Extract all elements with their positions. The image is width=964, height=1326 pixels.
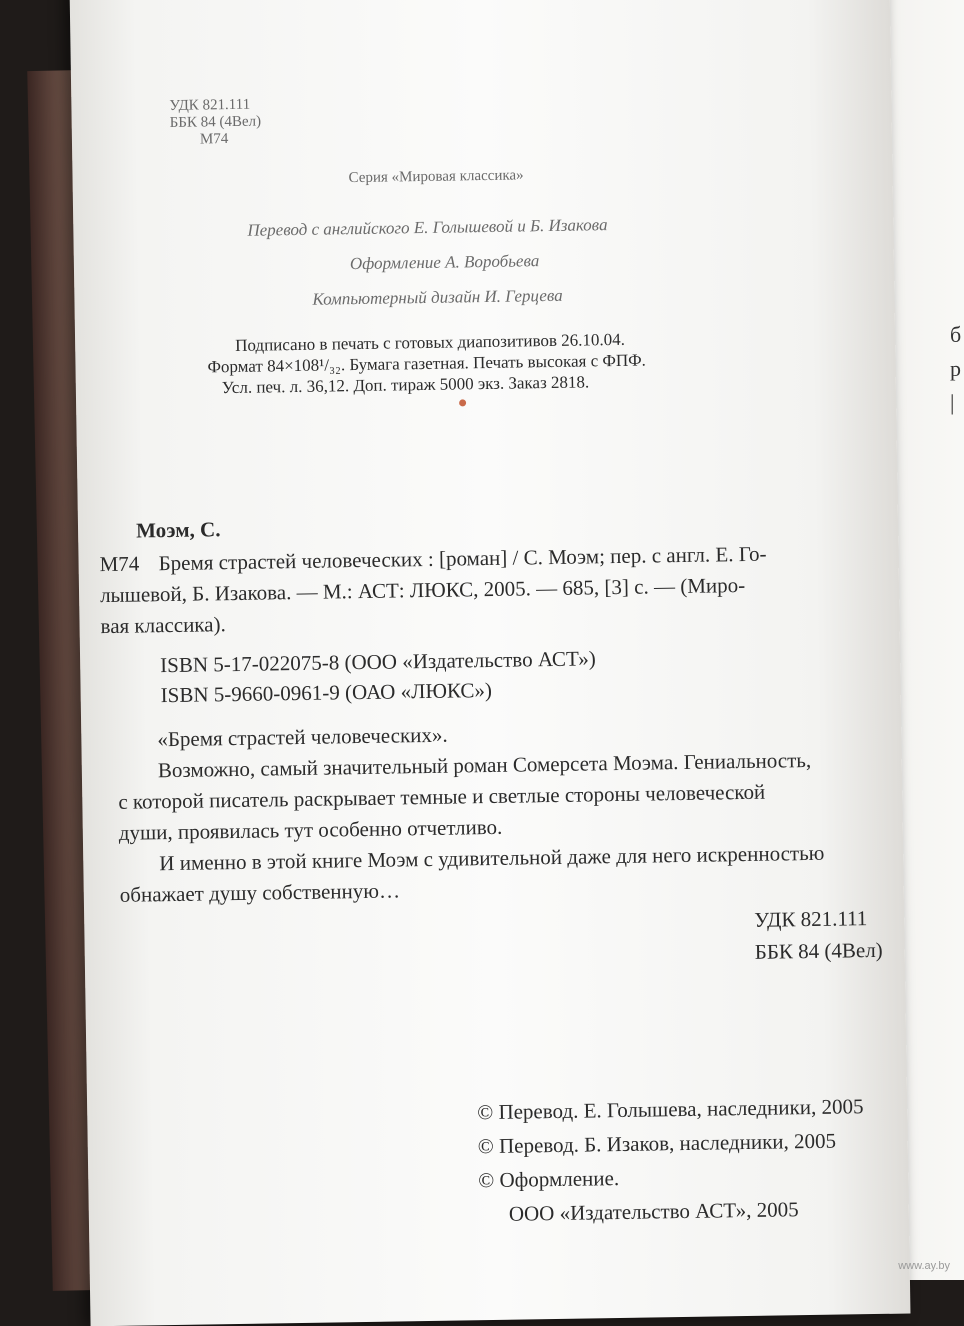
print-info-line: Подписано в печать с готовых диапозитивов 26.10.04. [235,329,626,355]
udk-code: УДК 821.111 [754,906,868,932]
annotation-title: «Бремя страстей человеческих». [157,722,448,752]
imprint-udk: УДК 821.111 [169,96,251,114]
catalog-line: вая классика). [100,612,226,639]
imprint-top-block [169,97,261,149]
catalog-line: Бремя страстей человеческих : [роман] / С. Моэм; пер. с англ. Е. Го- [158,541,767,576]
translation-credit: Перевод с английского Е. Голышевой и Б. Изакова [247,215,608,240]
ink-spot [459,399,466,406]
annotation-line: с которой писатель раскрывает темные и светлые стороны человеческой [118,779,766,814]
bbk-code: ББК 84 (4Вел) [754,937,883,964]
copyright-line: © Оформление. [478,1166,620,1193]
facing-page: б р | [800,0,964,1280]
imprint-bbk: ББК 84 (4Вел) [169,113,262,131]
copyright-line: ООО «Издательство АСТ», 2005 [508,1197,799,1226]
catalog-author: Моэм, С. [135,517,221,543]
annotation-line: обнажает душу собственную… [119,878,401,907]
site-watermark: www.ay.by [898,1260,950,1272]
annotation-line: Возможно, самый значительный роман Сомерсета Моэма. Гениальность, [157,747,812,783]
print-info-line: Усл. печ. л. 36,12. Доп. тираж 5000 экз. Заказ 2818. [221,372,590,398]
imprint-page [70,0,911,1326]
copyright-line: © Перевод. Е. Голышева, наследники, 2005 [477,1094,864,1125]
catalog-line: лышевой, Б. Изакова. — М.: АСТ: ЛЮКС, 2005. — 685, [3] с. — (Миро- [99,572,746,608]
catalog-code: М74 [99,551,140,577]
design-credit: Оформление А. Воробьева [349,251,540,274]
annotation-line: И именно в этой книге Моэм с удивительной даже для него искренностью [159,840,825,876]
copyright-line: © Перевод. Б. Изаков, наследники, 2005 [477,1128,837,1159]
print-info-line: Формат 84×108¹/₃₂. Бумага газетная. Печать высокая с ФПФ. [207,350,647,377]
imprint-code: М74 [199,131,229,148]
isbn-ast: ISBN 5-17-022075-8 (ООО «Издательство АСТ») [160,646,596,678]
print-info-block [207,329,647,398]
isbn-lux: ISBN 5-9660-0961-9 (ОАО «ЛЮКС») [160,677,493,708]
computer-design-credit: Компьютерный дизайн И. Герцева [312,285,563,309]
annotation-line: души, проявилась тут особенно отчетливо. [118,814,503,845]
series-line: Серия «Мировая классика» [348,167,524,187]
